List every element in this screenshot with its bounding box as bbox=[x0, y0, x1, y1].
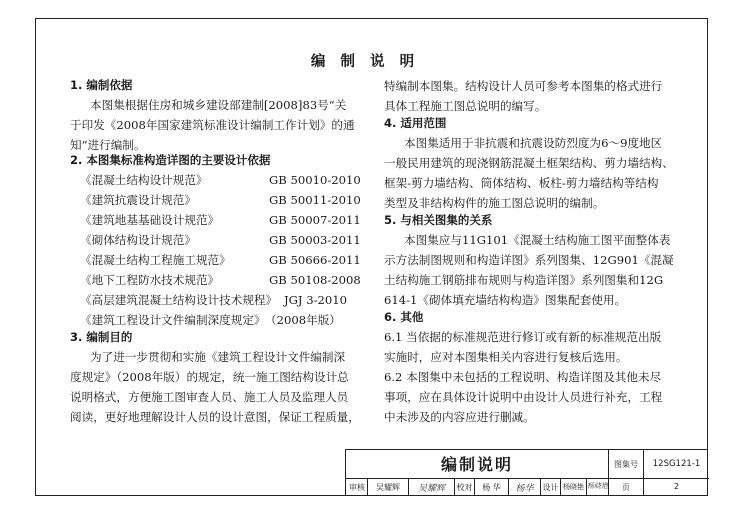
section-5-line: 614-1《砌体填充墙结构构造》图集配套使用。 bbox=[384, 293, 627, 307]
standard-code: JGJ 3-2010 bbox=[284, 293, 348, 307]
section-3-line: 说明格式，方便施工图审查人员、施工人员及监理人员 bbox=[70, 390, 349, 404]
checker-signature: 杨华 bbox=[515, 484, 534, 494]
section-3-line: 度规定》（2008年版）的规定，统一施工图结构设计总 bbox=[70, 370, 349, 384]
designer-signature: 杨晓艳 bbox=[587, 482, 608, 490]
reviewer-name: 吴耀辉 bbox=[376, 483, 400, 492]
section-5-line: 本图集应与11G101《混凝土结构施工图平面整体表 bbox=[404, 233, 671, 247]
standard-name: 《地下工程防水技术规范》 bbox=[80, 273, 220, 287]
page-title: 编 制 说 明 bbox=[310, 53, 420, 70]
section-4-line: 框架-剪力墙结构、筒体结构、板柱-剪力墙结构等结构 bbox=[384, 176, 659, 190]
section-4-line: 类型及非结构构件的施工图总说明的编制。 bbox=[384, 196, 605, 210]
section-6-line: 实施时，应对本图集相关内容进行复核后选用。 bbox=[384, 350, 628, 364]
title-block bbox=[345, 449, 708, 495]
section-1-line: 本图集根据住房和城乡建设部建制[2008]83号“关 bbox=[90, 98, 347, 112]
section-6-line: 6.1 当依据的标准规范进行修订或有新的标准规范出版 bbox=[384, 330, 662, 344]
page-number: 2 bbox=[673, 482, 680, 491]
standard-code: （2008年版） bbox=[265, 313, 341, 327]
section-4-heading: 4. 适用范围 bbox=[384, 116, 447, 130]
section-6-line: 事项，应在具体设计说明中由设计人员进行补充，工程 bbox=[384, 390, 663, 404]
section-1-line: 于印发《2008年国家建筑标准设计编制工作计划》的通 bbox=[70, 118, 355, 132]
standard-row bbox=[0, 290, 360, 310]
designer-name: 杨晓艳 bbox=[563, 483, 584, 491]
page-label: 页 bbox=[622, 483, 630, 492]
atlas-number-label: 图集号 bbox=[614, 460, 638, 469]
section-5-line: 土结构施工钢筋排布规则与构造详图》系列图集和12G bbox=[384, 273, 664, 287]
standard-code: GB 50007-2011 bbox=[269, 213, 361, 227]
section-4-line: 本图集适用于非抗震和抗震设防烈度为6～9度地区 bbox=[404, 136, 663, 150]
standard-name: 《建筑工程设计文件编制深度规定》 bbox=[80, 313, 266, 327]
standard-row bbox=[0, 310, 360, 330]
section-5-heading: 5. 与相关图集的关系 bbox=[384, 213, 493, 227]
standard-code: GB 50011-2010 bbox=[269, 193, 361, 207]
section-3-line: 阅读，更好地理解设计人员的设计意图，保证工程质量， bbox=[70, 410, 360, 424]
standard-row bbox=[0, 170, 360, 190]
check-label: 校对 bbox=[456, 483, 473, 492]
section-6-line: 6.2 本图集中未包括的工程说明、构造详图及其他未尽 bbox=[384, 370, 662, 384]
standard-name: 《混凝土结构设计规范》 bbox=[80, 173, 208, 187]
section-3-heading: 3. 编制目的 bbox=[70, 330, 133, 344]
design-label: 设计 bbox=[542, 483, 559, 492]
standard-name: 《混凝土结构工程施工规范》 bbox=[80, 253, 231, 267]
standard-name: 《建筑抗震设计规范》 bbox=[80, 193, 196, 207]
standard-code: GB 50666-2011 bbox=[269, 253, 361, 267]
checker-name: 杨 华 bbox=[482, 483, 501, 492]
drawing-title: 编制说明 bbox=[440, 455, 513, 474]
atlas-number: 12SG121-1 bbox=[652, 459, 701, 469]
section-1-heading: 1. 编制依据 bbox=[70, 78, 133, 92]
section-3-continued-line: 特编制本图集。结构设计人员可参考本图集的格式进行 bbox=[384, 79, 663, 93]
standard-row bbox=[0, 270, 360, 290]
standard-row bbox=[0, 250, 360, 270]
title-block-divider bbox=[346, 478, 709, 479]
standard-name: 《砌体结构设计规范》 bbox=[80, 233, 196, 247]
standard-name: 《建筑地基基础设计规范》 bbox=[80, 213, 220, 227]
standard-code: GB 50003-2011 bbox=[269, 233, 361, 247]
standard-name: 《高层建筑混凝土结构设计技术规程》 bbox=[80, 293, 278, 307]
standard-row bbox=[0, 230, 360, 250]
section-3-continued-line: 具体工程施工图总说明的编写。 bbox=[384, 99, 547, 113]
section-5-line: 示方法制图规则和构造详图》系列图集、12G901《混凝 bbox=[384, 253, 674, 267]
standard-code: GB 50108-2008 bbox=[269, 273, 361, 287]
reviewer-signature: 吴耀辉 bbox=[417, 484, 445, 494]
review-label: 审核 bbox=[349, 483, 365, 492]
standard-row bbox=[0, 210, 360, 230]
section-3-line: 为了进一步贯彻和实施《建筑工程设计文件编制深 bbox=[90, 350, 346, 364]
section-2-heading: 2. 本图集标准构造详图的主要设计依据 bbox=[70, 153, 271, 167]
section-6-line: 中未涉及的内容应进行删减。 bbox=[384, 410, 535, 424]
section-1-line: 知”进行编制。 bbox=[70, 138, 146, 152]
standard-code: GB 50010-2010 bbox=[269, 173, 361, 187]
section-6-heading: 6. 其他 bbox=[384, 310, 424, 324]
standard-row bbox=[0, 190, 360, 210]
section-4-line: 一般民用建筑的现浇钢筋混凝土框架结构、剪力墙结构、 bbox=[384, 156, 674, 170]
